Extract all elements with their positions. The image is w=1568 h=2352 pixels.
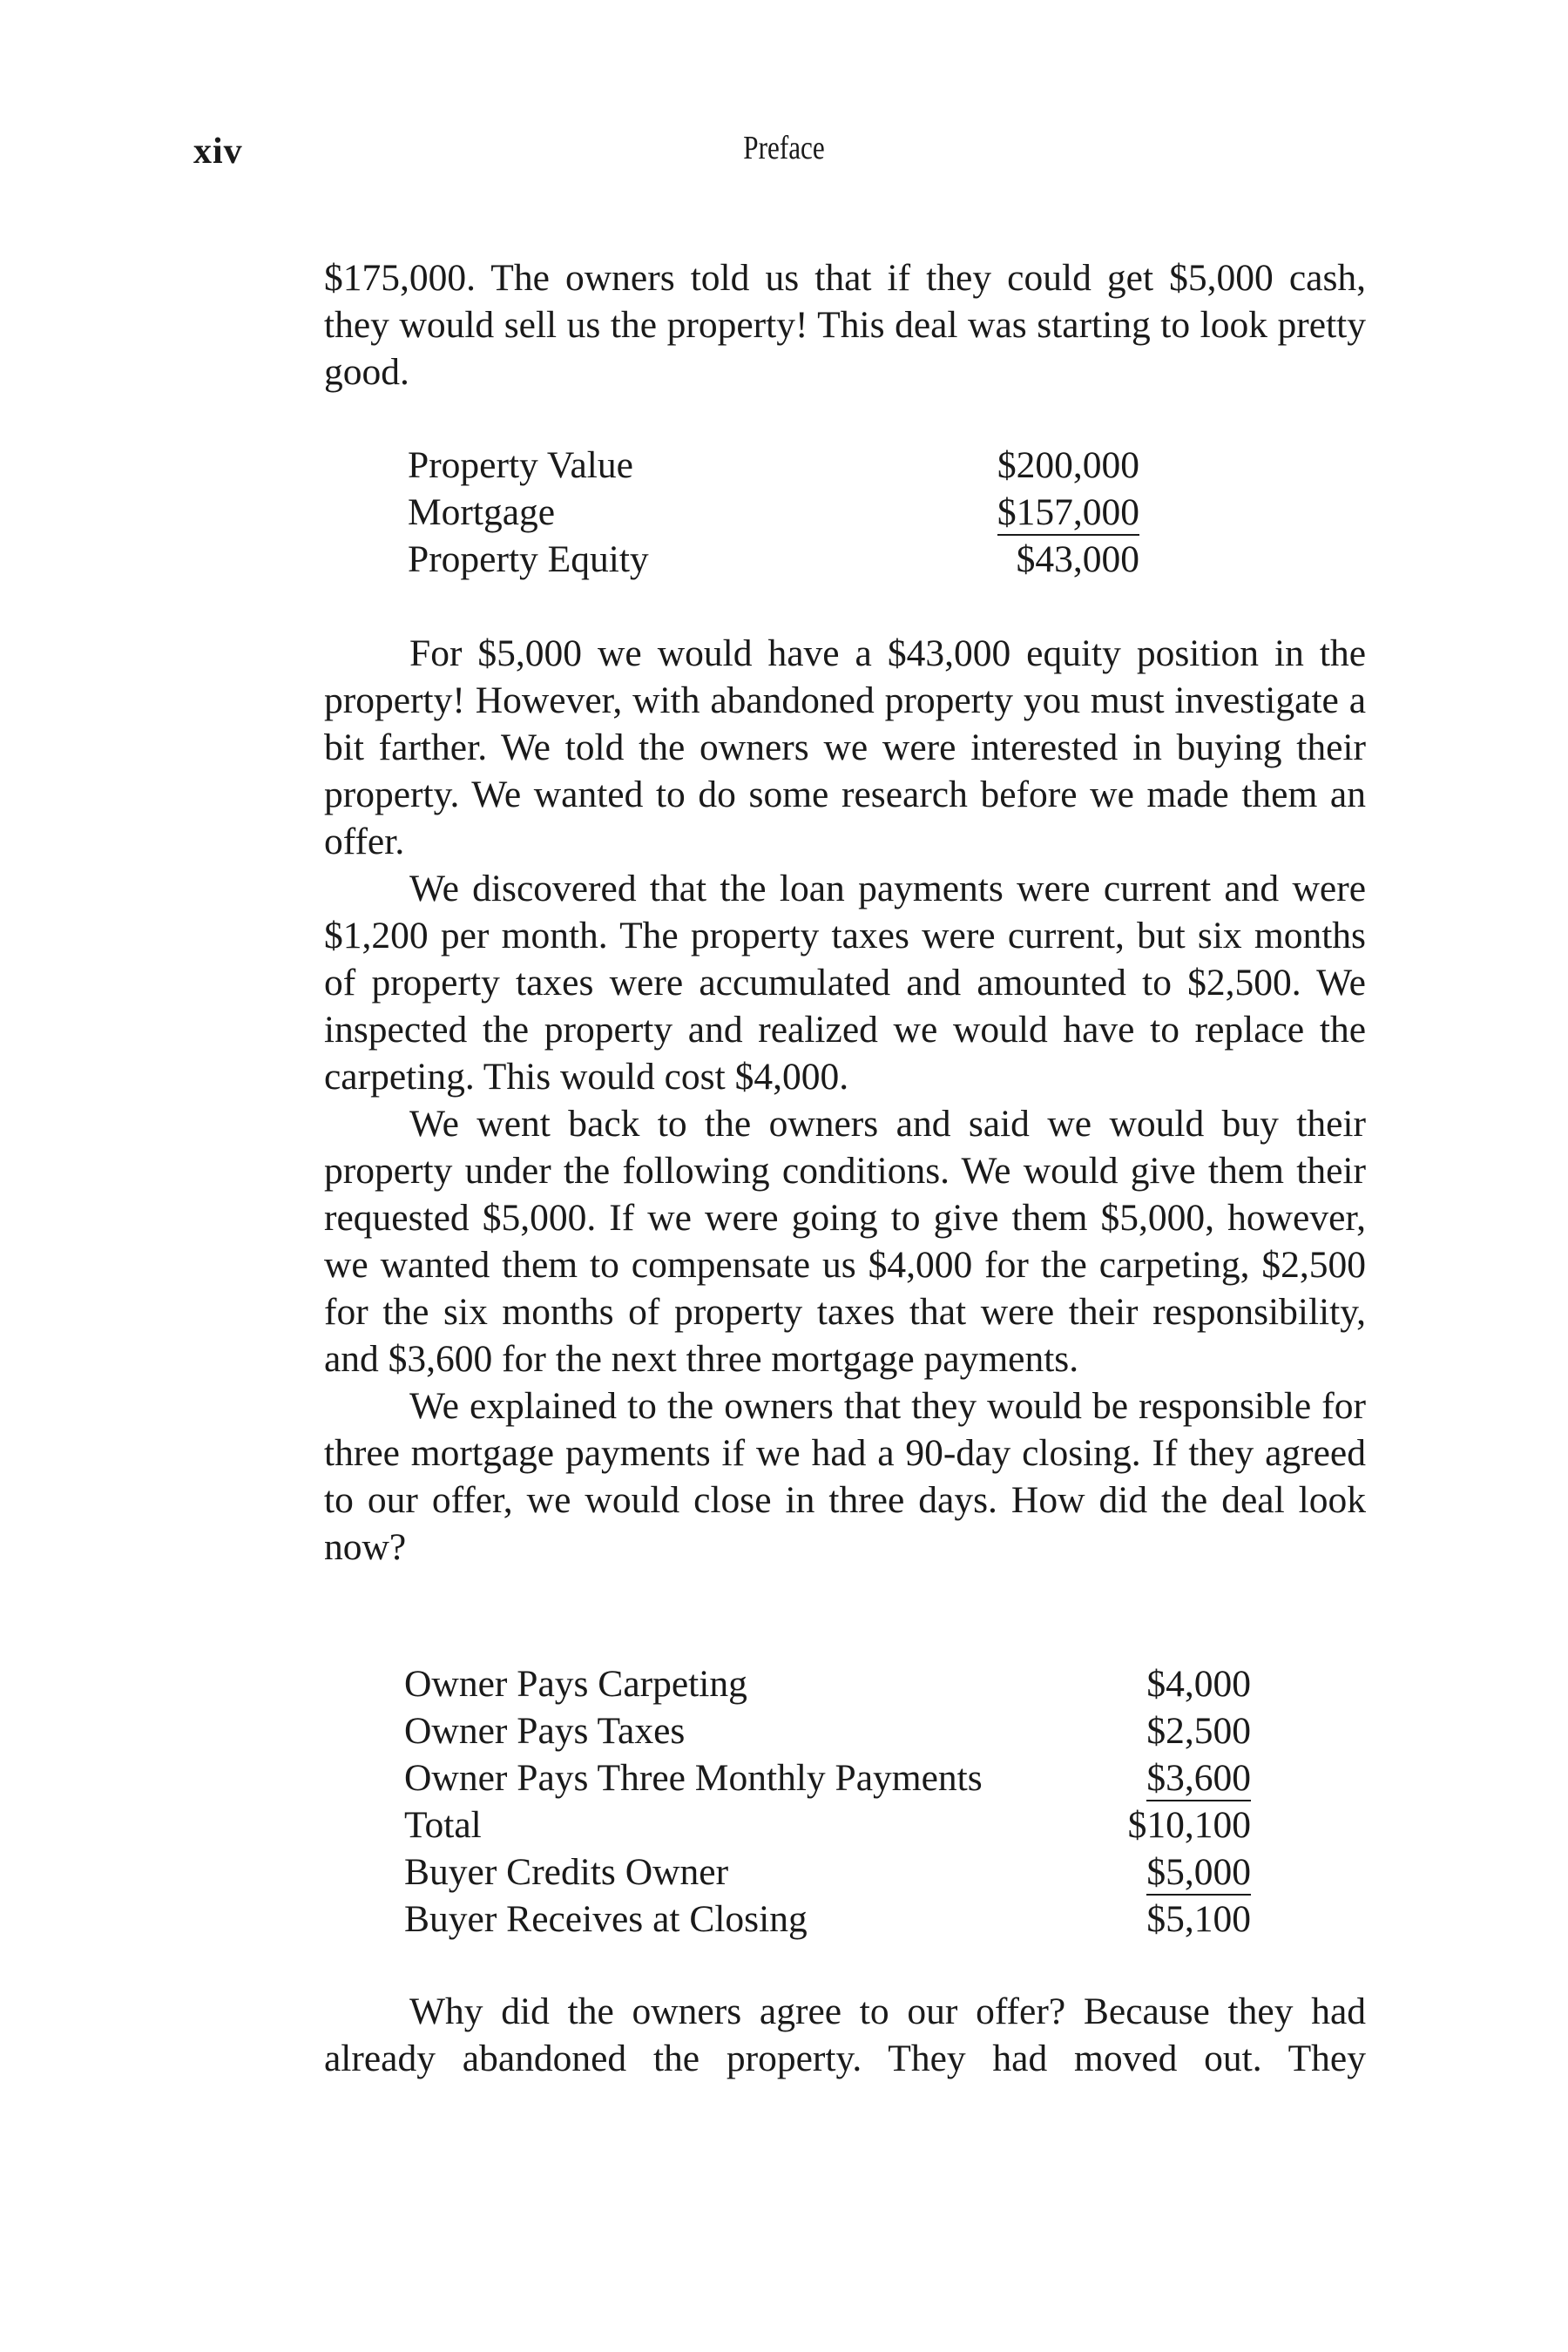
closing-row [404,1660,1251,1707]
equity-amount: $200,000 [997,444,1139,486]
paragraph-5: We explained to the owners that they would be responsible for three mortgage payments if we had a 90-day closing. If they agreed to our offer, we would close in three days. How did the deal look now? [324,1385,1366,1568]
equity-label: Property Value [408,444,633,486]
equity-row-property-value [408,442,1139,489]
running-head-title: Preface [743,130,825,166]
page-number: xiv [193,132,243,172]
text-block-3 [324,1988,1366,2082]
closing-row-total [404,1801,1251,1848]
paragraph-1: $175,000. The owners told us that if they could get $5,000 cash, they would sell us the property! This deal was starting to look pretty good. [324,257,1366,393]
closing-row [404,1754,1251,1801]
closing-amount: $3,600 [1146,1757,1251,1801]
closing-amount: $10,100 [1127,1804,1251,1846]
equity-row-property-equity [408,536,1139,583]
closing-label: Owner Pays Taxes [404,1710,686,1752]
equity-label: Mortgage [408,491,556,533]
equity-amount: $157,000 [997,491,1139,536]
paragraph-2: For $5,000 we would have a $43,000 equity position in the property! However, with abandoned property you must investigate a bit farther. We told the owners we were interested in buying their property. We wanted to do some research before we made them an offer. [324,632,1366,862]
closing-amount: $2,500 [1146,1710,1251,1752]
equity-table [408,442,1139,583]
closing-table [404,1660,1251,1943]
text-block-1 [324,254,1366,395]
closing-label: Total [404,1804,482,1846]
equity-label: Property Equity [408,538,649,580]
equity-row-mortgage [408,489,1139,536]
closing-label: Owner Pays Carpeting [404,1663,747,1705]
text-block-2 [324,630,1366,1571]
closing-label: Buyer Receives at Closing [404,1898,808,1940]
closing-row [404,1707,1251,1754]
closing-row [404,1848,1251,1896]
equity-amount: $43,000 [1016,538,1139,580]
closing-amount: $4,000 [1146,1663,1251,1705]
closing-row-result [404,1896,1251,1943]
paragraph-6: Why did the owners agree to our offer? Because they had already abandoned the property. They had moved out. They [324,1990,1366,2079]
closing-amount: $5,100 [1146,1898,1251,1940]
paragraph-4: We went back to the owners and said we would buy their property under the following conditions. We would give them their requested $5,000. If we were going to give them $5,000, however, we wanted them to compensate us $4,000 for the carpeting, $2,500 for the six months of property taxes that were their responsibility, and $3,600 for the next three mortgage payments. [324,1103,1366,1380]
closing-label: Owner Pays Three Monthly Payments [404,1757,983,1799]
closing-amount: $5,000 [1146,1851,1251,1896]
paragraph-3: We discovered that the loan payments were current and were $1,200 per month. The property taxes were current, but six months of property taxes were accumulated and amounted to $2,500. We inspected the property and realized we would have to replace the carpeting. This would cost $4,000. [324,868,1366,1098]
closing-label: Buyer Credits Owner [404,1851,729,1893]
